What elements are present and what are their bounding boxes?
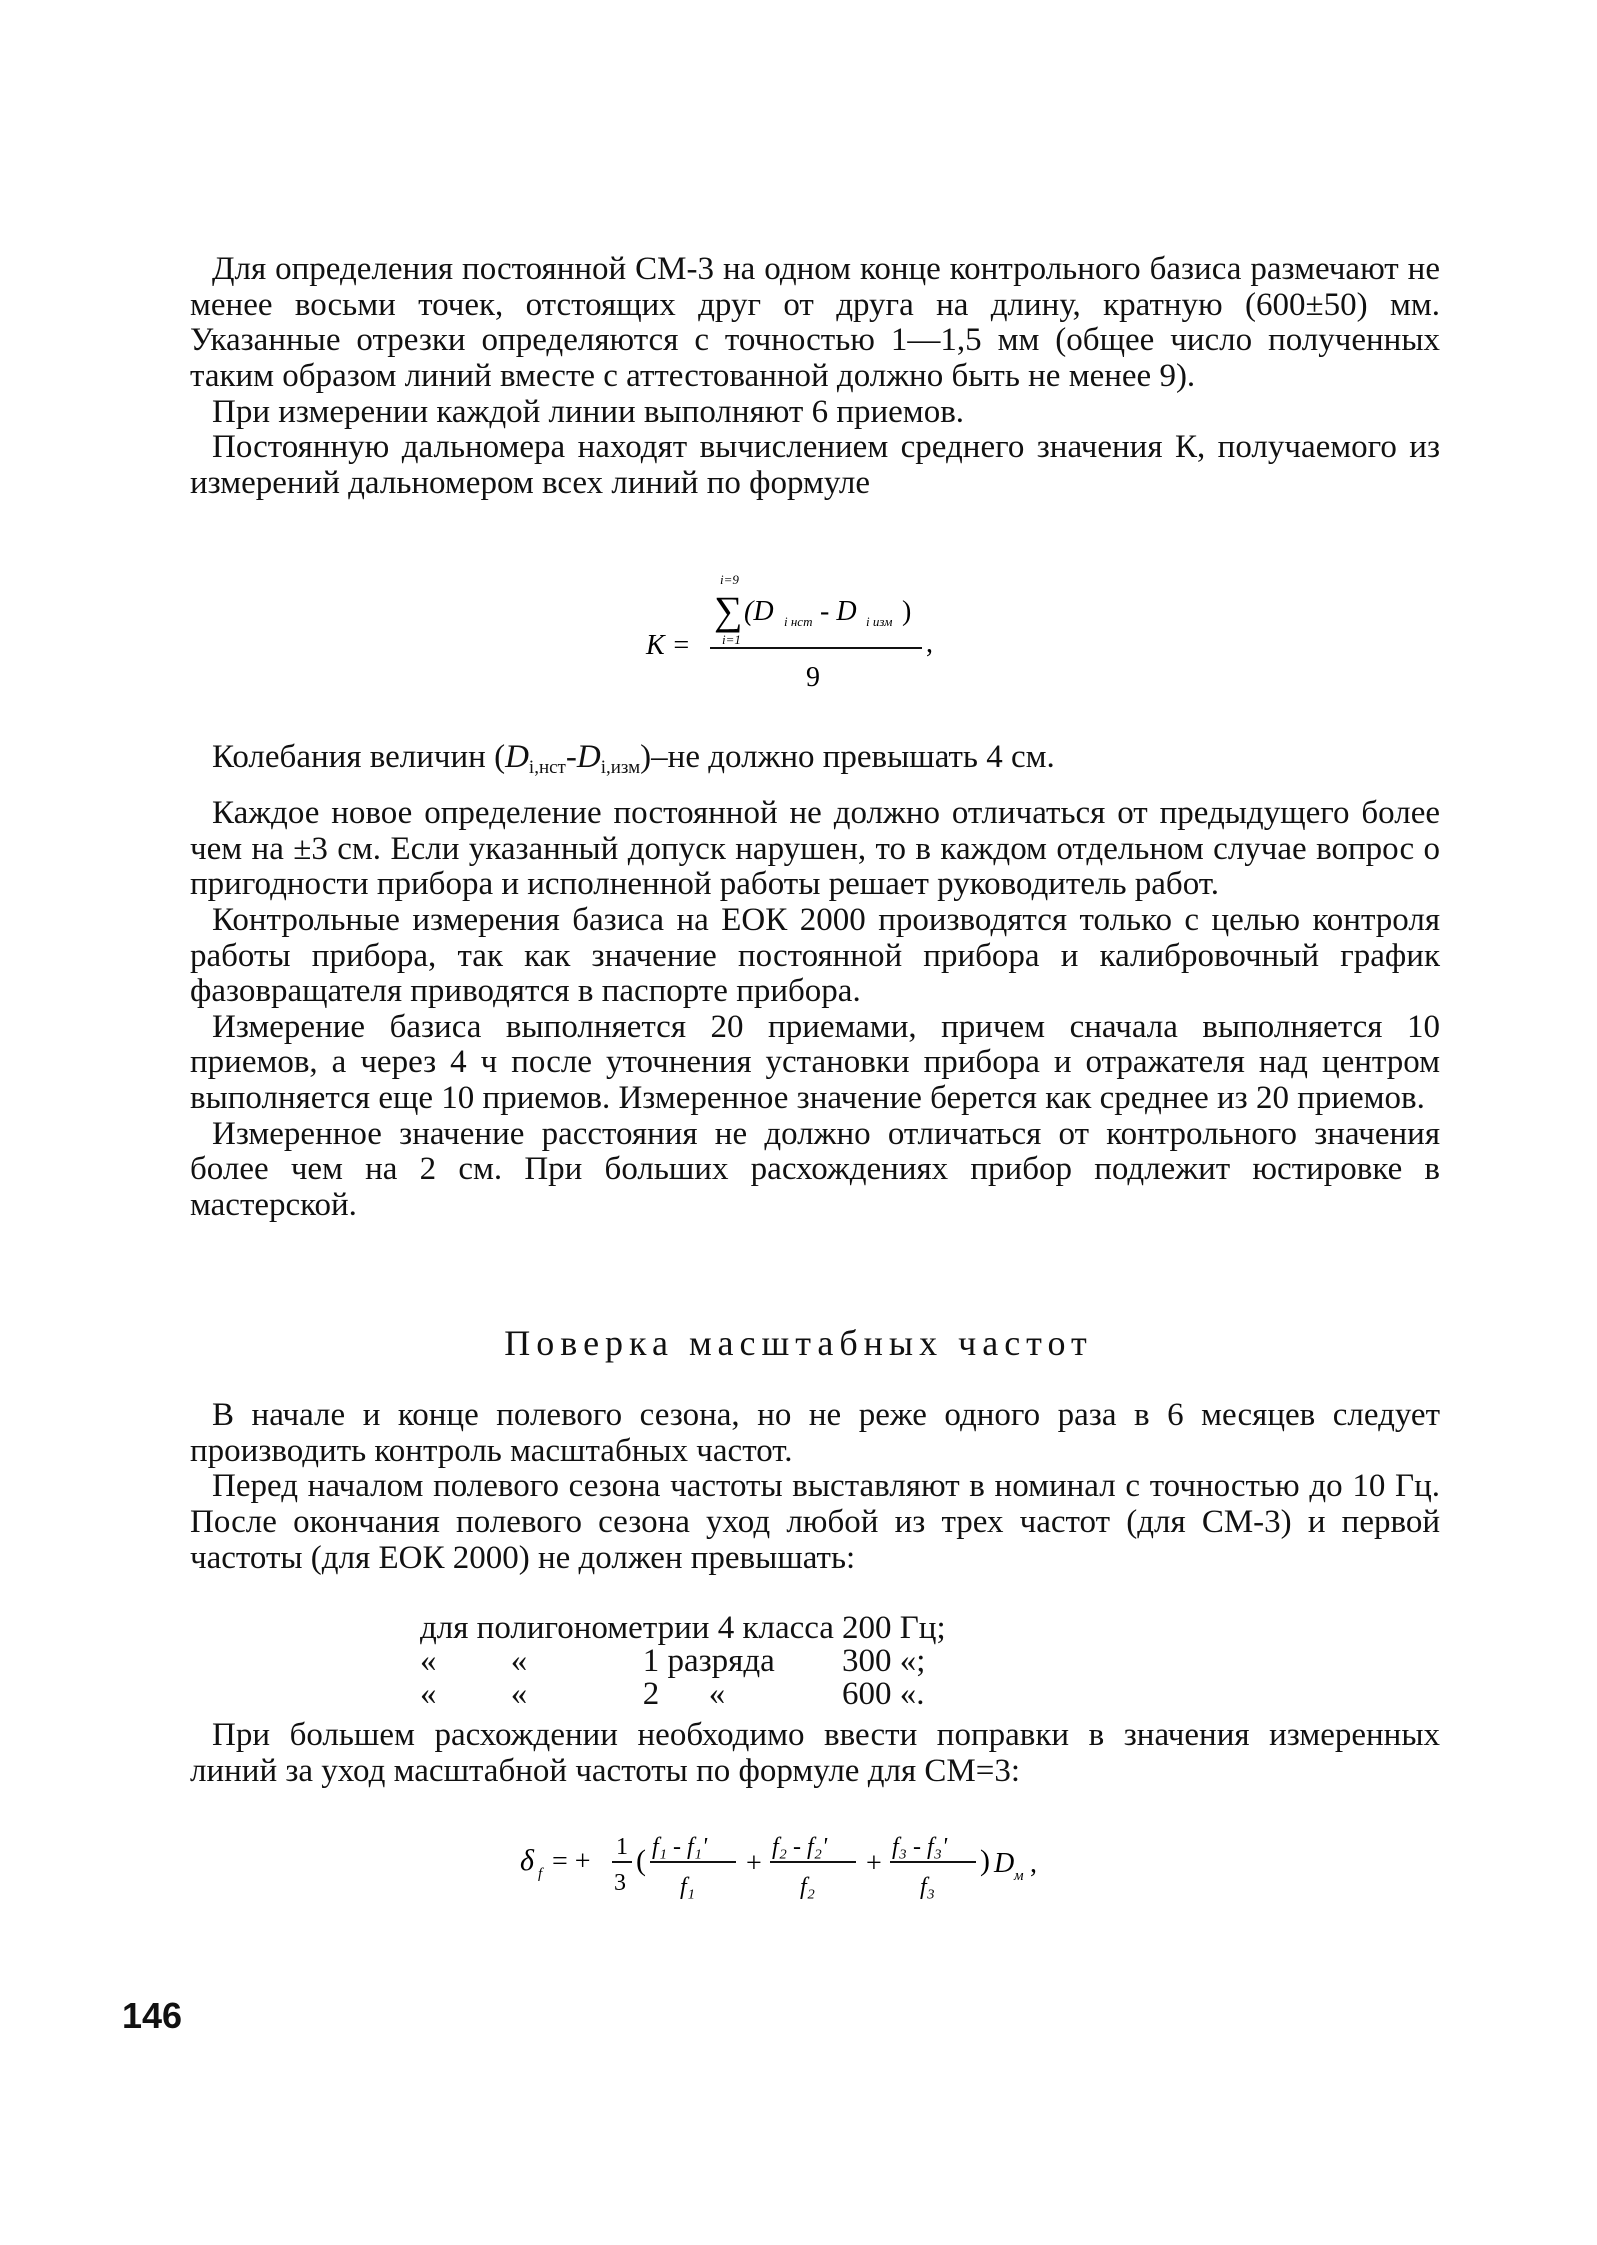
- variation-text-before: Колебания величин: [212, 739, 495, 775]
- formula2-one: 1: [616, 1834, 628, 1860]
- formula-term-d2: - D: [820, 596, 857, 627]
- formula2-trailing-comma: ,: [1030, 1848, 1037, 1879]
- formula2-lhs: δ: [520, 1844, 534, 1877]
- paragraph: Перед началом полевого сезона частоты выставляют в номинал с точностью до 10 Гц. После окончания полевого сезона уход любой из трех частот (для СМ-3) и первой частоты (для ЕОК 2000) не должен превышать:: [190, 1468, 1440, 1576]
- table-row: [420, 1645, 954, 1678]
- variation-text-after: )–не должно превышать 4 см.: [640, 739, 1055, 775]
- formula-constant-k: [640, 568, 970, 698]
- formula-frequency-correction: [510, 1818, 1110, 1928]
- formula2-plus: +: [866, 1848, 882, 1879]
- text-block-middle: [190, 796, 1440, 1224]
- table-row: [420, 1612, 954, 1645]
- formula-trailing-comma: ,: [926, 628, 933, 659]
- page-number: 146: [122, 1995, 183, 2036]
- paragraph: При измерении каждой линии выполняют 6 приемов.: [212, 393, 965, 430]
- formula-sub-nst: i нст: [784, 614, 813, 629]
- formula-lhs: K =: [646, 630, 691, 661]
- variation-dash: -: [565, 739, 577, 775]
- variation-d1: D: [505, 739, 529, 775]
- formula2-num3: f₃ - f₃': [892, 1834, 948, 1860]
- formula2-den3: f₃: [920, 1874, 936, 1900]
- section-heading: Поверка масштабных частот: [504, 1323, 1093, 1363]
- text-block-end: [190, 1718, 1440, 1789]
- sum-upper-limit: i=9: [720, 572, 739, 587]
- paragraph: Для определения постоянной СМ-3 на одном конце контрольного базиса размечают не менее восьми точек, отстоящих друг от друга на длину, кратную (600±50) мм. Указанные отрезки определяются с точностью 1—1,5 мм (общее число полученных таким образом линий вместе с аттестованной должно быть не менее 9).: [190, 251, 1440, 394]
- paragraph: Измерение базиса выполняется 20 приемами, причем сначала выполняется 10 приемов, а через 4 ч после уточнения установки прибора и отражателя над центром выполняется еще 10 приемов. Измеренное значение берется как среднее из 20 приемов.: [190, 1008, 1440, 1116]
- formula2-lhs-sub: f: [538, 1866, 543, 1882]
- formula-denominator: 9: [806, 662, 820, 693]
- formula2-three: 3: [614, 1870, 626, 1896]
- variation-d2: D: [576, 739, 601, 775]
- table-row: [420, 1678, 954, 1711]
- table-cell: 300 «;: [841, 1643, 926, 1679]
- variation-open-paren: (: [494, 739, 506, 775]
- formula-term-d1: (D: [744, 596, 774, 627]
- formula2-dm-sub: м: [1014, 1868, 1024, 1884]
- table-cell: « « 1 разряда: [420, 1643, 775, 1679]
- paragraph: При большем расхождении необходимо ввести поправки в значения измеренных линий за уход масштабной частоты по формуле для СМ=3:: [190, 1717, 1440, 1789]
- paragraph: Постоянную дальномера находят вычислением среднего значения К, получаемого из измерений дальномером всех линий по формуле: [190, 429, 1440, 501]
- text-block-bottom: [190, 1398, 1440, 1576]
- formula2-num1: f₁ - f₁': [652, 1834, 708, 1860]
- table-cell: 200 Гц;: [841, 1610, 946, 1646]
- table-cell: « « 2 «: [420, 1676, 726, 1712]
- formula2-den1: f₁: [680, 1874, 696, 1900]
- paragraph: Контрольные измерения базиса на ЕОК 2000 производятся только с целью контроля работы прибора, так как значение постоянной прибора и калибровочный график фазовращателя приводятся в паспорте прибора.: [190, 901, 1440, 1010]
- text-block-top: [190, 252, 1440, 501]
- paragraph: Измеренное значение расстояния не должно отличаться от контрольного значения более чем на 2 см. При больших расхождениях прибор подлежит юстировке в мастерской.: [190, 1115, 1440, 1223]
- formula2-open-paren: (: [636, 1844, 646, 1877]
- formula-sub-izm: i изм: [866, 614, 893, 629]
- paragraph: Каждое новое определение постоянной не должно отличаться от предыдущего более чем на ±3 см. Если указанный допуск нарушен, то в каждом отдельном случае вопрос о пригодности прибора и исполненной работы решает руководитель работ.: [190, 795, 1440, 903]
- formula2-plus: +: [746, 1848, 762, 1879]
- formula2-dm: D: [994, 1848, 1015, 1879]
- variation-line: [190, 740, 1440, 779]
- variation-d1-sub: i,нст: [528, 757, 566, 778]
- table-cell: для полигонометрии 4 класса: [420, 1610, 834, 1646]
- formula2-num2: f₂ - f₂': [772, 1834, 828, 1860]
- sigma-symbol: ∑: [714, 588, 743, 633]
- formula-close-paren: ): [902, 596, 912, 627]
- formula2-close-paren: ): [980, 1844, 990, 1877]
- formula2-equals: = +: [552, 1846, 591, 1877]
- paragraph: В начале и конце полевого сезона, но не реже одного раза в 6 месяцев следует производить контроль масштабных частот.: [190, 1397, 1440, 1469]
- sum-lower-limit: i=1: [722, 632, 741, 647]
- table-cell: 600 «.: [841, 1676, 925, 1712]
- formula2-den2: f₂: [800, 1874, 816, 1900]
- frequency-tolerance-table: [420, 1612, 954, 1711]
- variation-d2-sub: i,изм: [600, 757, 641, 778]
